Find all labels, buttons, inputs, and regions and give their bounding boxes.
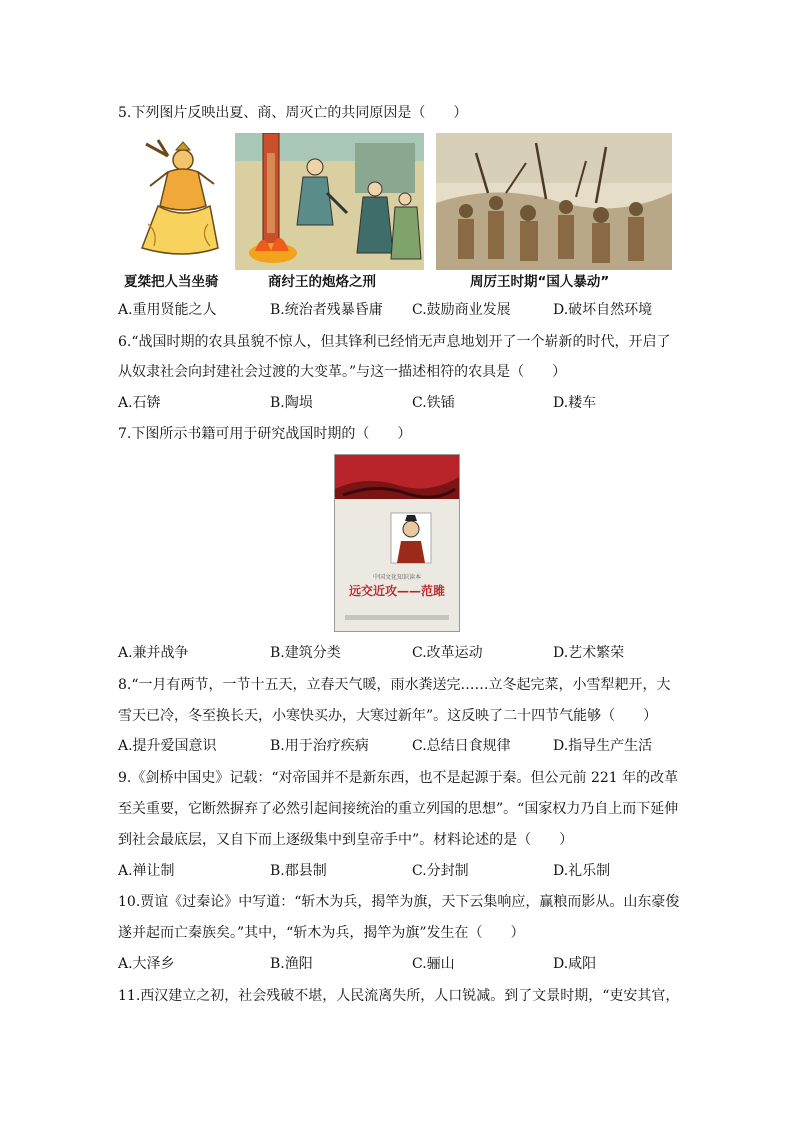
- q8-option-c: C.总结日食规律: [412, 738, 511, 754]
- q9-option-a: A.禅让制: [118, 863, 175, 879]
- q5-option-c: C.鼓励商业发展: [412, 302, 511, 318]
- q9-option-c: C.分封制: [412, 863, 469, 879]
- q9-option-b: B.郡县制: [270, 863, 327, 879]
- book-series-label: 中国文化知识读本: [372, 574, 421, 581]
- q10-option-c: C.骊山: [412, 956, 455, 972]
- q8-option-d: D.指导生产生活: [553, 738, 653, 754]
- q10-stem-line1: 10.贾谊《过秦论》中写道：“斩木为兵，揭竿为旗，天下云集响应，赢粮而影从。山东豪俊: [118, 894, 680, 910]
- q8-option-a: A.提升爱国意识: [118, 738, 217, 754]
- q10-option-a: A.大泽乡: [118, 956, 175, 972]
- q9-stem-line2: 至关重要，它断然摒弃了必然引起间接统治的重立列国的思想”。“国家权力乃自上而下延伸: [118, 801, 679, 817]
- q8-stem-line1: 8.“一月有两节，一节十五天，立春天气暖，雨水粪送完……立冬起完菜，小雪犁耙开，大: [118, 677, 671, 693]
- q10-stem-line2: 遂并起而亡秦族矣。”其中，“斩木为兵，揭竿为旗”发生在（ ）: [118, 925, 525, 941]
- q5-option-d: D.破坏自然环境: [553, 302, 653, 318]
- q6-option-a: A.石锛: [118, 395, 161, 411]
- q7-option-d: D.艺术繁荣: [553, 645, 625, 661]
- q6-option-d: D.耧车: [553, 395, 597, 411]
- q6-stem-line1: 6.“战国时期的农具虽貌不惊人，但其锋利已经悄无声息地划开了一个崭新的时代，开启了: [118, 334, 671, 350]
- zhou-li-revolt-illustration: [436, 133, 672, 270]
- q5-option-b: B.统治者残暴昏庸: [270, 302, 383, 318]
- q6-stem-line2: 从奴隶社会向封建社会过渡的大变革。”与这一描述相符的农具是（ ）: [118, 364, 567, 380]
- q6-option-b: B.陶埙: [270, 395, 313, 411]
- q7-option-c: C.改革运动: [412, 645, 483, 661]
- q5-stem: 5.下列图片反映出夏、商、周灭亡的共同原因是（ ）: [118, 105, 468, 121]
- q7-stem: 7.下图所示书籍可用于研究战国时期的（ ）: [118, 426, 412, 442]
- q10-option-b: B.渔阳: [270, 956, 313, 972]
- book-title: 远交近攻——范雎: [348, 584, 445, 598]
- shang-zhou-illustration: [235, 133, 424, 270]
- q7-option-a: A.兼并战争: [118, 645, 189, 661]
- q7-option-b: B.建筑分类: [270, 645, 341, 661]
- q11-stem-line1: 11.西汉建立之初，社会残破不堪，人民流离失所，人口锐减。到了文景时期，“吏安其官，: [118, 988, 680, 1004]
- fan-ju-book-cover: [334, 454, 460, 632]
- q10-option-d: D.咸阳: [553, 956, 597, 972]
- q8-option-b: B.用于治疗疾病: [270, 738, 369, 754]
- q9-stem-line3: 到社会最底层，又自下而上逐级集中到皇帝手中”。材料论述的是（ ）: [118, 832, 574, 848]
- q5-option-a: A.重用贤能之人: [118, 302, 217, 318]
- q9-stem-line1: 9.《剑桥中国史》记载：“对帝国并不是新东西，也不是起源于秦。但公元前 221 年的改革: [118, 770, 679, 786]
- q6-option-c: C.铁锸: [412, 395, 455, 411]
- q9-option-d: D.礼乐制: [553, 863, 611, 879]
- q5-caption-2: 商纣王的炮烙之刑: [268, 274, 376, 290]
- q5-caption-3: 周厉王时期“国人暴动”: [470, 274, 610, 290]
- q8-stem-line2: 雪天已冷，冬至换长天，小寒快买办，大寒过新年”。这反映了二十四节气能够（ ）: [118, 708, 658, 724]
- xia-jie-illustration: [128, 136, 228, 266]
- q5-caption-1: 夏桀把人当坐骑: [124, 274, 219, 290]
